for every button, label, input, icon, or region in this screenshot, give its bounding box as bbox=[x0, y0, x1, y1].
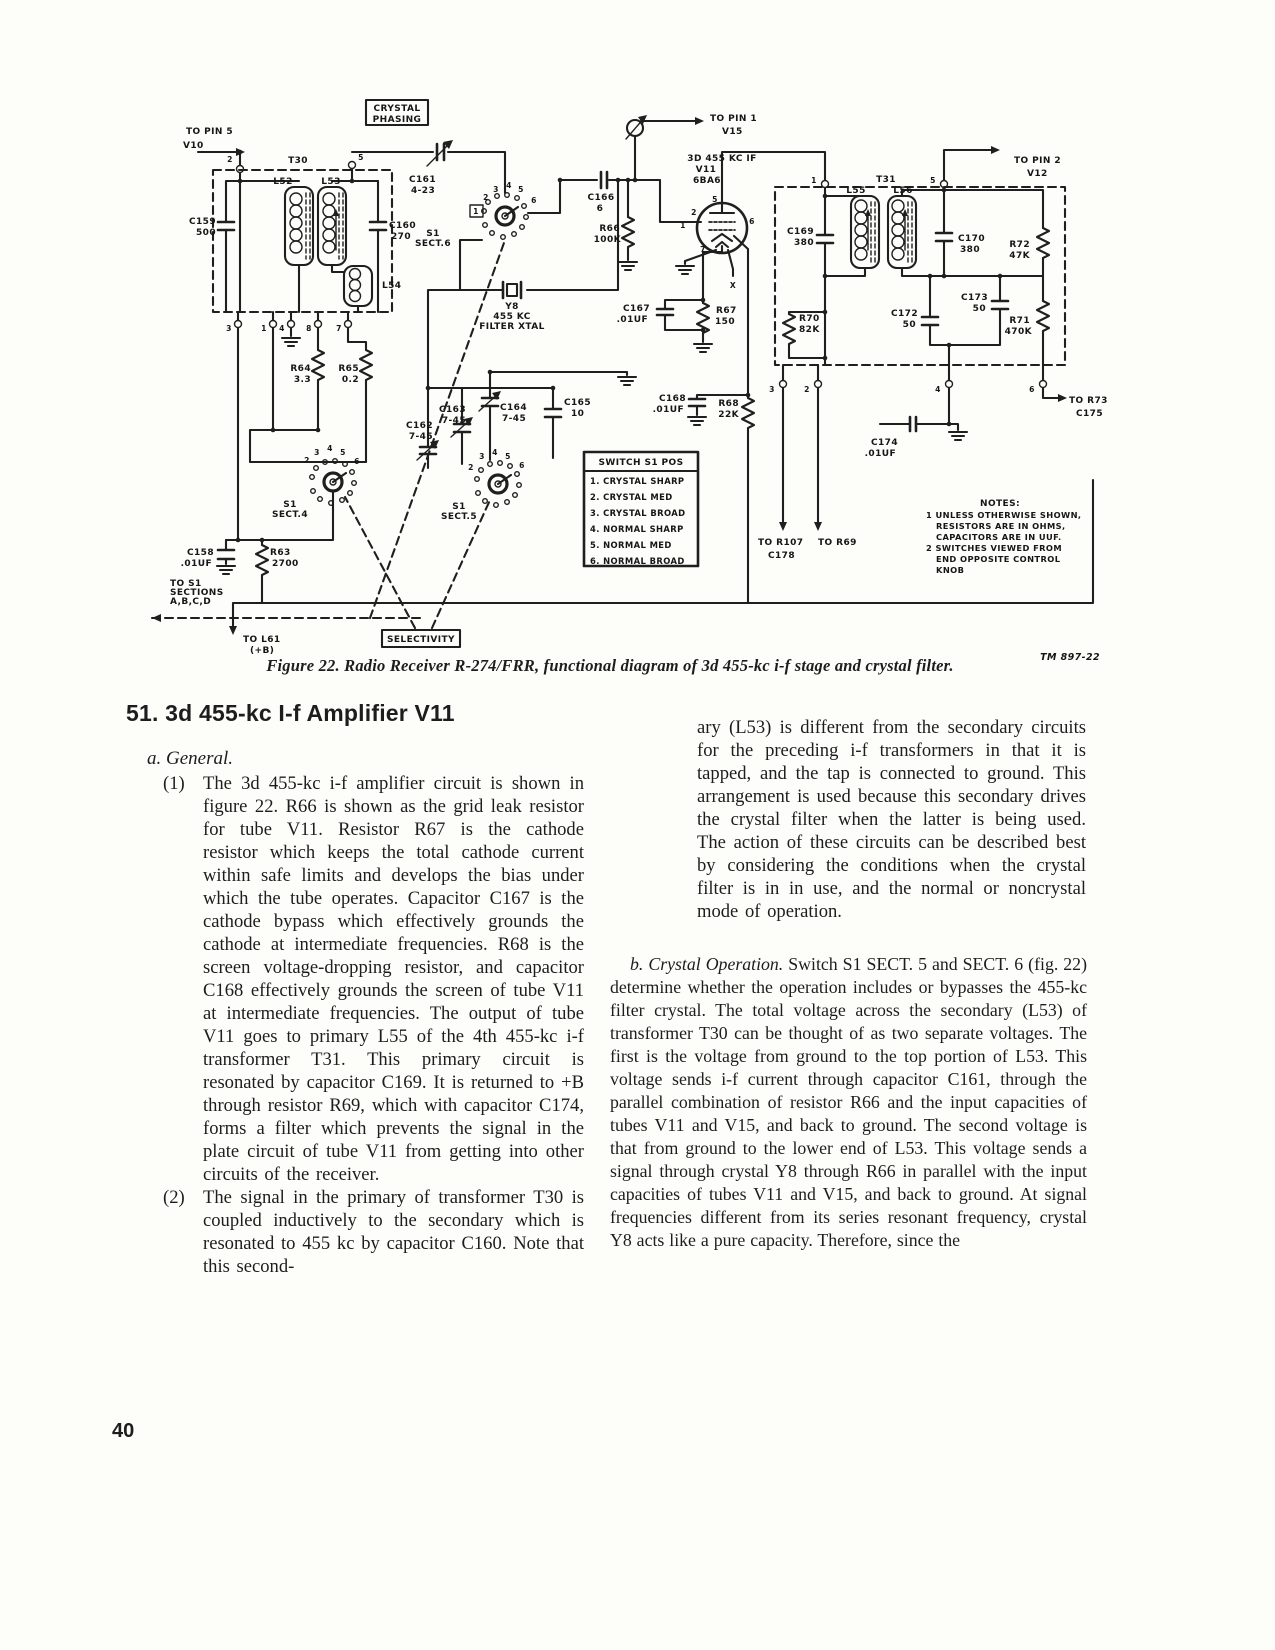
left-column bbox=[160, 772, 584, 1278]
subsection-b-paragraph bbox=[610, 953, 1087, 1252]
schem-label: C160 bbox=[389, 221, 416, 231]
schem-label: L55 bbox=[846, 186, 866, 196]
schem-label: C162 bbox=[406, 421, 433, 431]
schem-label: 5 bbox=[930, 176, 936, 185]
schem-label: S1 bbox=[283, 500, 297, 510]
schem-label: 3 bbox=[314, 448, 320, 457]
item-text: The signal in the primary of transformer T30 is coupled inductively to the secondary which is resonated to 455 kc by capacitor C160. Note that this second- bbox=[203, 1187, 584, 1277]
schem-label: C173 bbox=[961, 293, 988, 303]
figure-caption: Figure 22. Radio Receiver R-274/FRR, functional diagram of 3d 455-kc i-f stage and crystal filter. bbox=[266, 656, 954, 675]
schem-label: 50 bbox=[972, 304, 986, 314]
notes-title: NOTES: bbox=[980, 499, 1020, 509]
schem-label: 3 bbox=[493, 185, 499, 194]
schem-label: TO R73 bbox=[1069, 396, 1108, 406]
schem-label: C165 bbox=[564, 398, 591, 408]
section-heading: 51. 3d 455-kc I-f Amplifier V11 bbox=[126, 700, 455, 726]
schem-label: 2 bbox=[804, 385, 810, 394]
item-number: (1) bbox=[163, 773, 185, 794]
right-column bbox=[610, 716, 1087, 1252]
list-item-1 bbox=[160, 772, 584, 1186]
schem-label: SECT.5 bbox=[440, 512, 478, 522]
schem-label: 4 bbox=[492, 448, 498, 457]
schem-label: 380 bbox=[960, 245, 980, 255]
schem-label: 7-45 bbox=[502, 414, 527, 424]
table-title: SWITCH S1 POS bbox=[598, 458, 684, 468]
schem-label: 5 bbox=[518, 185, 524, 194]
schem-label: R72 bbox=[1009, 240, 1030, 250]
table-row: 4. NORMAL SHARP bbox=[590, 524, 684, 534]
schem-label: C166 bbox=[587, 193, 615, 203]
schem-label: R70 bbox=[799, 314, 820, 324]
schem-label: X bbox=[729, 281, 737, 290]
note-line: KNOB bbox=[936, 565, 965, 575]
schem-label: L56 bbox=[893, 186, 913, 196]
schem-label: SECT.6 bbox=[414, 239, 452, 249]
schem-label: C178 bbox=[768, 551, 795, 561]
schem-label: SECT.4 bbox=[271, 510, 309, 520]
schem-label: .01UF bbox=[864, 449, 896, 459]
schem-label: PHASING bbox=[372, 115, 422, 125]
schem-label: 2 bbox=[468, 463, 474, 472]
table-row: 3. CRYSTAL BROAD bbox=[590, 508, 686, 518]
schem-label: 3 bbox=[226, 324, 232, 333]
schem-label: C167 bbox=[623, 304, 650, 314]
schem-label: 0.2 bbox=[341, 375, 359, 385]
schem-label: R64 bbox=[290, 364, 311, 374]
schem-label: V10 bbox=[183, 141, 204, 151]
schem-label: R68 bbox=[718, 399, 739, 409]
schem-label: 2 bbox=[227, 155, 233, 164]
schem-label: SELECTIVITY bbox=[387, 635, 455, 645]
switch-position-table bbox=[590, 458, 686, 566]
schematic-notes bbox=[926, 499, 1081, 575]
schem-label: 3D 455 KC IF bbox=[687, 154, 757, 164]
schem-label: 4 bbox=[327, 444, 333, 453]
schem-label: L53 bbox=[321, 177, 341, 187]
schem-label: V15 bbox=[722, 127, 743, 137]
item-text: The 3d 455-kc i-f amplifier circuit is shown in figure 22. R66 is shown as the grid leak resistor for tube V11. Resistor R67 is the cathode resistor which keeps the total cathode current within safe limits and develops the bias under which the tube operates. Capacitor C167 is the cathode bypass which effectively grounds the cathode at intermediate frequencies. R68 is the screen voltage-dropping resistor, and capacitor C168 effectively grounds the screen of tube V11 at intermediate frequencies. The output of tube V11 goes to primary L55 of the 4th 455-kc i-f transformer T31. This primary circuit is resonated by capacitor C169. It is returned to +B through resistor R69, which with capacitor C174, forms a filter which prevents the signal in the plate circuit of tube V11 from getting into other circuits of the receiver. bbox=[203, 773, 584, 1185]
terminals bbox=[235, 162, 1047, 388]
schem-label: 8 bbox=[306, 324, 312, 333]
schem-label: 82K bbox=[799, 325, 820, 335]
schem-label: R71 bbox=[1009, 316, 1030, 326]
schem-label: L54 bbox=[382, 281, 402, 291]
schem-label: 5 bbox=[712, 195, 718, 204]
subsection-b-label: b. Crystal Operation. bbox=[630, 954, 784, 974]
tm-number: TM 897-22 bbox=[1040, 652, 1100, 663]
schematic-labels bbox=[170, 104, 1108, 663]
schem-label: 4 bbox=[506, 181, 512, 190]
schem-label: 2 bbox=[691, 208, 697, 217]
schem-label: (+B) bbox=[250, 646, 275, 656]
schem-label: .01UF bbox=[616, 315, 648, 325]
schem-label: 7 bbox=[336, 324, 342, 333]
schem-label: R66 bbox=[599, 224, 620, 234]
table-row: 5. NORMAL MED bbox=[590, 540, 672, 550]
schem-label: 455 KC bbox=[493, 312, 531, 322]
figure-22-schematic bbox=[0, 0, 1275, 668]
schem-label: 7-45 bbox=[408, 432, 433, 442]
schem-label: V11 bbox=[695, 165, 717, 175]
note-line: 2 SWITCHES VIEWED FROM bbox=[926, 543, 1063, 553]
schem-label: S1 bbox=[426, 229, 440, 239]
schem-label: 6 bbox=[354, 457, 360, 466]
schem-label: V12 bbox=[1027, 169, 1048, 179]
schem-label: C175 bbox=[1076, 409, 1103, 419]
schem-label: 380 bbox=[794, 238, 814, 248]
subsection-a-label: a. General. bbox=[147, 748, 234, 769]
schem-label: T31 bbox=[876, 175, 896, 185]
schem-label: 100K bbox=[593, 235, 621, 245]
schem-label: 6 bbox=[1029, 385, 1035, 394]
table-row: 1. CRYSTAL SHARP bbox=[590, 476, 685, 486]
schem-label: 4-23 bbox=[411, 186, 436, 196]
schem-label: Y8 bbox=[505, 302, 519, 312]
note-line: END OPPOSITE CONTROL bbox=[936, 554, 1061, 564]
schem-label: TO PIN 5 bbox=[186, 127, 233, 137]
schem-label: TO PIN 2 bbox=[1014, 156, 1061, 166]
list-item-2 bbox=[160, 1186, 584, 1278]
schem-label: 6 bbox=[519, 461, 525, 470]
schem-label: C169 bbox=[787, 227, 814, 237]
schem-label: 4 bbox=[279, 324, 285, 333]
schem-label: 3 bbox=[769, 385, 775, 394]
schem-label: .01UF bbox=[180, 559, 212, 569]
schem-label: C158 bbox=[187, 548, 214, 558]
schem-label: FILTER XTAL bbox=[479, 322, 545, 332]
table-row: 2. CRYSTAL MED bbox=[590, 492, 673, 502]
schem-label: 7 bbox=[700, 245, 706, 254]
schem-label: C159 bbox=[189, 217, 216, 227]
schem-label: 150 bbox=[715, 317, 735, 327]
schem-label: C174 bbox=[871, 438, 898, 448]
schem-label: 270 bbox=[391, 232, 411, 242]
note-line: RESISTORS ARE IN OHMS, bbox=[936, 521, 1066, 531]
schem-label: 47K bbox=[1009, 251, 1030, 261]
note-line: CAPACITORS ARE IN UUF. bbox=[936, 532, 1062, 542]
schem-label: 7-45 bbox=[441, 416, 466, 426]
schem-label: TO PIN 1 bbox=[710, 114, 757, 124]
schem-label: 2 bbox=[483, 193, 489, 202]
schem-label: L52 bbox=[273, 177, 293, 187]
schem-label: 3.3 bbox=[293, 375, 311, 385]
schem-label: R65 bbox=[338, 364, 359, 374]
schem-label: 1 bbox=[811, 176, 817, 185]
schem-label: TO R69 bbox=[818, 538, 857, 548]
crystal-y8-symbol bbox=[507, 284, 517, 296]
table-row: 6. NORMAL BROAD bbox=[590, 556, 685, 566]
schem-label: C163 bbox=[439, 405, 466, 415]
schem-label: 1 bbox=[680, 221, 686, 230]
schem-label: SECTIONS bbox=[170, 588, 224, 598]
schem-label: 6BA6 bbox=[693, 176, 721, 186]
schem-label: 500 bbox=[196, 228, 216, 238]
schem-label: R63 bbox=[270, 548, 291, 558]
schem-label: 3 bbox=[479, 452, 485, 461]
schem-label: 6 bbox=[749, 217, 755, 226]
schem-label: 50 bbox=[902, 320, 916, 330]
note-line: 1 UNLESS OTHERWISE SHOWN, bbox=[926, 510, 1082, 520]
schem-label: 22K bbox=[718, 410, 739, 420]
schem-label: 1 bbox=[473, 207, 479, 216]
schem-label: 2700 bbox=[272, 559, 299, 569]
schem-label: 6 bbox=[531, 196, 537, 205]
schem-label: .01UF bbox=[652, 405, 684, 415]
schem-label: 1 bbox=[261, 324, 267, 333]
schem-label: C172 bbox=[891, 309, 918, 319]
schem-label: TO S1 bbox=[170, 579, 202, 589]
schem-label: TO R107 bbox=[758, 538, 804, 548]
continuation-paragraph: ary (L53) is different from the secondary circuits for the preceding i-f transformers in that it is tapped, and the tap is connected to ground. This arrangement is used because this secondary drives the crystal filter when the latter is being used. The action of these circuits can be described best by considering the conditions when the crystal filter is in in use, and the normal or noncrystal mode of operation. bbox=[697, 717, 1086, 922]
schem-label: 2 bbox=[304, 456, 310, 465]
schem-label: C168 bbox=[659, 394, 686, 404]
schem-label: T30 bbox=[288, 156, 308, 166]
resistors bbox=[256, 217, 1049, 575]
schem-label: 10 bbox=[571, 409, 585, 419]
schem-label: C164 bbox=[500, 403, 527, 413]
schem-label: 470K bbox=[1004, 327, 1032, 337]
schem-label: 6 bbox=[596, 204, 604, 214]
schem-label: R67 bbox=[716, 306, 737, 316]
schem-label: C170 bbox=[958, 234, 985, 244]
item-number: (2) bbox=[163, 1187, 185, 1208]
schem-label: A,B,C,D bbox=[170, 597, 212, 607]
subsection-b-text: Switch S1 SECT. 5 and SECT. 6 (fig. 22) determine whether the operation includes or bypasses the 455-kc filter crystal. The total voltage across the secondary (L53) of transformer T30 can be thought of as two separate voltages. The first is the voltage from ground to the top portion of L53. This voltage sends i-f current through capacitor C161, through the parallel combination of resistor R66 and the input capacities of tubes V11 and V15, and back to ground. The second voltage is that from ground to the lower end of L53. This voltage sends a signal through crystal Y8 through R66 in parallel with the input capacities of tubes V11 and V15, and back to ground. At signal frequencies different from its series resonant frequency, crystal Y8 acts like a pure capacity. Therefore, since the bbox=[610, 954, 1087, 1250]
schem-label: S1 bbox=[452, 502, 466, 512]
schem-label: 4 bbox=[935, 385, 941, 394]
schem-label: C161 bbox=[409, 175, 436, 185]
schem-label: 5 bbox=[505, 452, 511, 461]
schem-label: 5 bbox=[340, 448, 346, 457]
schem-label: TO L61 bbox=[243, 635, 281, 645]
schem-label: 5 bbox=[358, 153, 364, 162]
page-number: 40 bbox=[112, 1420, 135, 1442]
schem-label: CRYSTAL bbox=[373, 104, 421, 114]
